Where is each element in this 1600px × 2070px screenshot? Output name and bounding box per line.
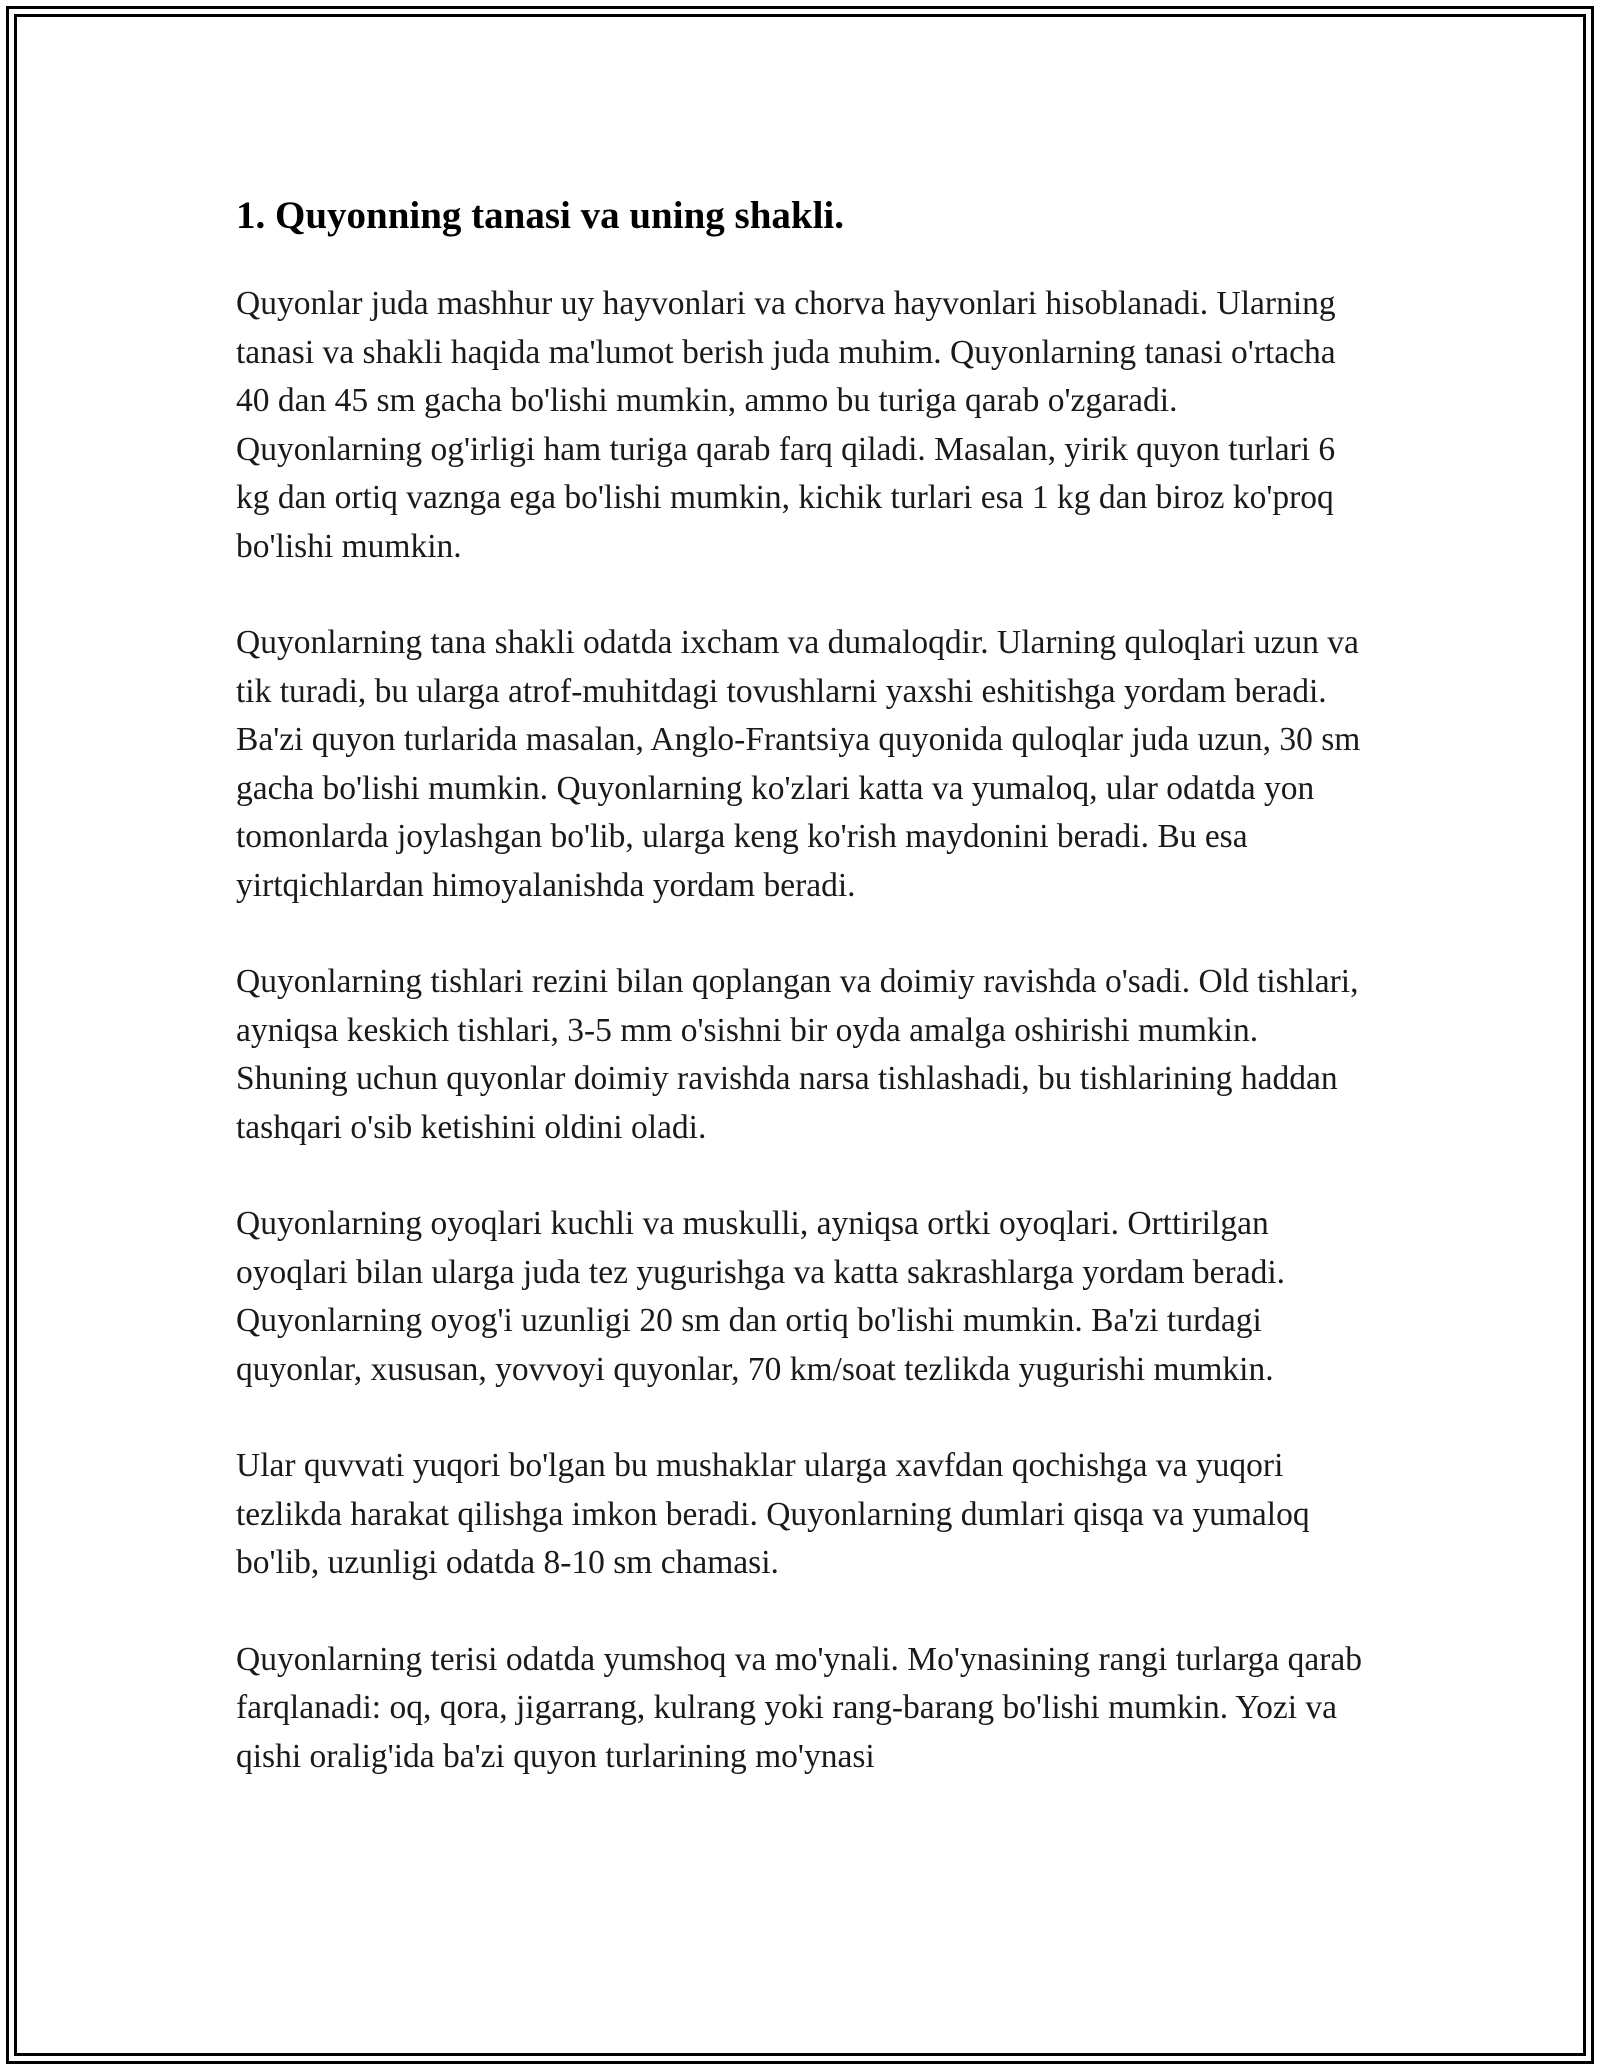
- paragraph-legs: Quyonlarning oyoqlari kuchli va muskulli, ayniqsa ortki oyoqlari. Orttirilgan oyoqlari bilan ularga juda tez yugurishga va katta sakrashlarga yordam beradi. Quyonlarning oyog'i uzunligi 20 sm dan ortiq bo'lishi mumkin. Ba'zi turdagi quyonlar, xususan, yovvoyi quyonlar, 70 km/soat tezlikda yugurishi mumkin.: [236, 1205, 1286, 1388]
- document-body: [236, 186, 1366, 1829]
- section-heading: 1. Quyonning tanasi va uning shakli.: [236, 194, 845, 237]
- paragraph-body-size: Quyonlar juda mashhur uy hayvonlari va chorva hayvonlari hisoblanadi. Ularning tanasi va shakli haqida ma'lumot berish juda muhim. Quyonlarning tanasi o'rtacha 40 dan 45 sm gacha bo'lishi mumkin, ammo bu turiga qarab o'zgaradi. Quyonlarning og'irligi ham turiga qarab farq qiladi. Masalan, yirik quyon turlari 6 kg dan ortiq vaznga ega bo'lishi mumkin, kichik turlari esa 1 kg dan biroz ko'proq bo'lishi mumkin.: [236, 285, 1336, 565]
- paragraph-body-shape: Quyonlarning tana shakli odatda ixcham va dumaloqdir. Ularning quloqlari uzun va tik turadi, bu ularga atrof-muhitdagi tovushlarni yaxshi eshitishga yordam beradi. Ba'zi quyon turlarida masalan, Anglo-Frantsiya quyonida quloqlar juda uzun, 30 sm gacha bo'lishi mumkin. Quyonlarning ko'zlari katta va yumaloq, ular odatda yon tomonlarda joylashgan bo'lib, ularga keng ko'rish maydonini beradi. Bu esa yirtqichlardan himoyalanishda yordam beradi.: [236, 624, 1361, 904]
- paragraph-muscles-tail: Ular quvvati yuqori bo'lgan bu mushaklar ularga xavfdan qochishga va yuqori tezlikda harakat qilishga imkon beradi. Quyonlarning dumlari qisqa va yumaloq bo'lib, uzunligi odatda 8-10 sm chamasi.: [236, 1447, 1310, 1581]
- paragraph-fur: Quyonlarning terisi odatda yumshoq va mo'ynali. Mo'ynasining rangi turlarga qarab farqlanadi: oq, qora, jigarrang, kulrang yoki rang-barang bo'lishi mumkin. Yozi va qishi oralig'ida ba'zi quyon turlarining mo'ynasi: [236, 1640, 1363, 1775]
- paragraph-teeth: Quyonlarning tishlari rezini bilan qoplangan va doimiy ravishda o'sadi. Old tishlari, ayniqsa keskich tishlari, 3-5 mm o'sishni bir oyda amalga oshirishi mumkin. Shuning uchun quyonlar doimiy ravishda narsa tishlashadi, bu tishlarining haddan tashqari o'sib ketishini oldini oladi.: [236, 963, 1359, 1146]
